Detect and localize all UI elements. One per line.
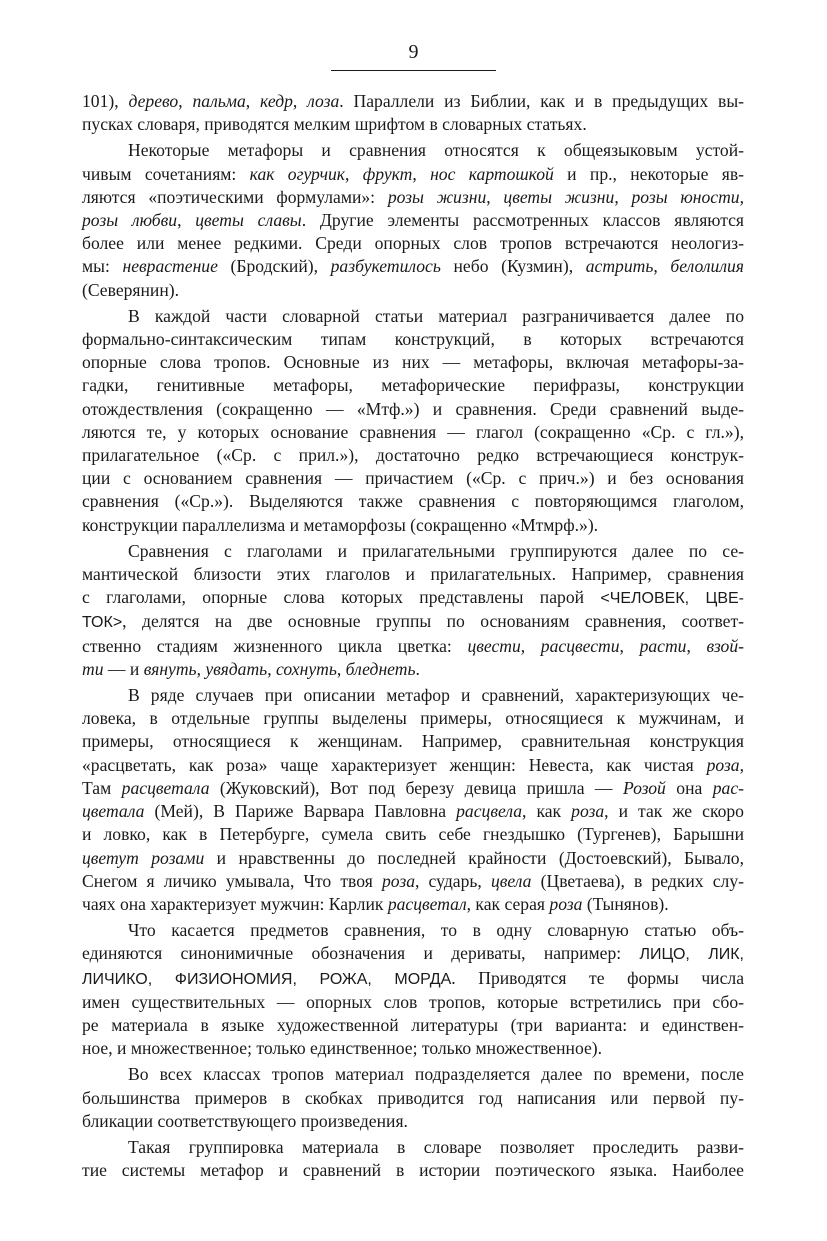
- italic-term: сохнуть: [275, 658, 337, 679]
- text-line: [82, 893, 744, 916]
- text-run: Такая группировка материала в словаре позволяет проследить разви-: [128, 1136, 744, 1157]
- text-line: [82, 1110, 744, 1133]
- text-run: (Мей), В Париже Варвара Павловна: [144, 801, 457, 822]
- italic-term: расцвести: [540, 635, 620, 656]
- text-line: [82, 490, 744, 513]
- text-line: [82, 421, 744, 444]
- text-run: мы:: [82, 256, 123, 277]
- text-run: . Параллели из Библии, как и в предыдущих вы-: [339, 91, 745, 111]
- text-run: Некоторые метафоры и сравнения относятся к общеязыковым устой-: [128, 140, 744, 161]
- text-run: 101),: [82, 91, 129, 111]
- text-run: . Приводятся те формы числа: [451, 967, 744, 988]
- text-line: [82, 800, 744, 823]
- header-rule: [331, 70, 496, 71]
- paragraph-metaphors-idioms: [82, 139, 744, 301]
- text-run: , как: [522, 801, 572, 822]
- text-run: ,: [739, 754, 744, 775]
- text-line: [82, 1063, 744, 1086]
- italic-term: фрукт: [362, 163, 413, 184]
- text-line: [82, 540, 744, 563]
- text-line: [82, 610, 744, 634]
- text-run: ,: [686, 635, 707, 656]
- italic-term: рас-: [712, 777, 744, 798]
- text-line: [82, 90, 744, 113]
- text-run: ,: [178, 91, 193, 111]
- text-run: она: [665, 777, 713, 798]
- text-run: большинства примеров в скобках приводится год написания или первой пу-: [82, 1087, 744, 1108]
- italic-term: взой-: [706, 635, 744, 656]
- text-line: [82, 398, 744, 421]
- italic-term: увядать: [205, 658, 268, 679]
- text-run: Сравнения с глаголами и прилагательными группируются далее по се-: [128, 540, 744, 561]
- text-run: ,: [336, 658, 346, 679]
- text-run: ловека, в отдельные группы выделены примеры, относящиеся к мужчинам, и: [82, 708, 744, 729]
- italic-term: цвела: [490, 870, 532, 891]
- text-run: небо (Кузмин),: [440, 256, 586, 277]
- text-run: прилагательное («Ср. с прил.»), достаточно редко встречающиеся конструк-: [82, 445, 744, 466]
- italic-term: расцветал: [387, 893, 467, 914]
- text-run: единяются синонимичные обозначения и дериваты, например:: [82, 943, 640, 964]
- italic-term: разбукетилось: [330, 256, 441, 277]
- italic-term: цветут розами: [82, 847, 205, 868]
- headword-caps: <ЧЕЛОВЕК, ЦВЕ-: [600, 590, 745, 608]
- text-run: — и: [103, 658, 144, 679]
- text-line: [82, 163, 744, 186]
- text-run: чивым сочетаниям:: [82, 163, 250, 184]
- text-line: [82, 374, 744, 397]
- text-run: (Бродский),: [217, 256, 331, 277]
- italic-term: белолилия: [670, 256, 744, 277]
- italic-term: роза: [706, 754, 740, 775]
- text-run: ,: [267, 658, 276, 679]
- text-run: формально-синтаксическим типам конструкций, в которых встречаются: [82, 329, 744, 350]
- text-run: , как серая: [466, 893, 550, 914]
- text-line: [82, 279, 744, 302]
- text-run: , делятся на две основные группы по основаниям сравнения, соответ-: [122, 611, 744, 632]
- text-line: [82, 635, 744, 658]
- text-run: сравнения («Ср.»). Выделяются также сравнения с повторяющимся глаголом,: [82, 491, 744, 512]
- text-line: [82, 209, 744, 232]
- text-line: [82, 823, 744, 846]
- text-run: ,: [614, 186, 632, 207]
- text-run: .: [415, 658, 420, 679]
- text-run: (Цветаева), в редких слу-: [531, 870, 744, 891]
- page-number: 9: [408, 41, 419, 63]
- text-run: ляются те, у которых основание сравнения — глагол (сокращенно «Ср. с гл.»),: [82, 421, 744, 442]
- italic-term: как огурчик: [249, 163, 346, 184]
- italic-term: бледнеть: [345, 658, 416, 679]
- italic-term: расцветала: [121, 777, 210, 798]
- italic-term: роза: [381, 870, 415, 891]
- text-line: [82, 1136, 744, 1159]
- text-line: [82, 563, 744, 586]
- text-line: [82, 514, 744, 537]
- text-run: ,: [177, 210, 196, 231]
- text-run: ции с основанием сравнения — причастием («Ср. с прич.») и без основания: [82, 468, 744, 489]
- text-line: [82, 707, 744, 730]
- italic-term: расти: [639, 635, 687, 656]
- text-line: [82, 967, 744, 991]
- text-line: [82, 444, 744, 467]
- italic-term: кедр: [260, 91, 293, 111]
- text-run: Во всех классах тропов материал подразделяется далее по времени, после: [128, 1064, 744, 1085]
- italic-term: роза: [549, 893, 583, 914]
- text-line: [82, 586, 744, 610]
- text-run: опорные слова тропов. Основные из них — метафоры, включая метафоры-за-: [82, 352, 744, 373]
- text-line: [82, 847, 744, 870]
- text-run: чаях она характеризует мужчин: Карлик: [82, 893, 388, 914]
- text-run: тие системы метафор и сравнений в истории поэтического языка. Наиболее: [82, 1160, 744, 1181]
- text-line: [82, 328, 744, 351]
- text-run: В ряде случаев при описании метафор и сравнений, характеризующих че-: [128, 685, 744, 706]
- text-run: более или менее редкими. Среди опорных слов тропов встречаются неологиз-: [82, 233, 744, 254]
- italic-term: цветы славы: [195, 210, 302, 231]
- text-run: ,: [345, 163, 363, 184]
- italic-term: лоза: [307, 91, 340, 111]
- text-line: [82, 139, 744, 162]
- text-run: и пр., некоторые яв-: [553, 163, 744, 184]
- text-run: (Тынянов).: [582, 893, 669, 914]
- paragraph-men-women: [82, 684, 744, 916]
- text-run: Снегом я личико умывала, Что твоя: [82, 870, 382, 891]
- italic-term: роза: [571, 801, 605, 822]
- text-run: В каждой части словарной статьи материал разграничивается далее по: [128, 305, 744, 326]
- text-line: [82, 305, 744, 328]
- text-run: пусках словаря, приводятся мелким шрифтом в словарных статьях.: [82, 114, 587, 135]
- paragraph-grouping-purpose: [82, 1136, 744, 1182]
- italic-term: пальма: [192, 91, 246, 111]
- paragraph-chronology: [82, 1063, 744, 1133]
- text-line: [82, 658, 744, 681]
- text-run: и ловко, как в Петербурге, сумела свить себе гнездышко (Тургенев), Барышни: [82, 824, 744, 845]
- italic-term: нос картошкой: [430, 163, 554, 184]
- text-run: ное, и множественное; только единственное; только множественное).: [82, 1038, 603, 1059]
- text-run: (Северянин).: [82, 279, 180, 300]
- text-line: [82, 255, 744, 278]
- text-run: ,: [653, 256, 671, 277]
- italic-term: розы жизни: [387, 186, 487, 207]
- text-line: [82, 113, 744, 136]
- text-run: . Другие элементы рассмотренных классов являются: [301, 210, 745, 231]
- text-line: [82, 467, 744, 490]
- text-run: конструкции параллелизма и метаморфозы (сокращенно «Мтмрф.»).: [82, 514, 599, 535]
- headword-caps: ТОК>: [82, 614, 123, 632]
- italic-term: неврастение: [122, 256, 218, 277]
- text-run: с глаголами, опорные слова которых представлены парой: [82, 587, 601, 608]
- italic-term: вянуть: [143, 658, 197, 679]
- italic-term: цветала: [82, 801, 145, 822]
- text-run: ,: [292, 91, 308, 111]
- text-run: Что касается предметов сравнения, то в одну словарную статью объ-: [128, 920, 744, 941]
- text-line: [82, 186, 744, 209]
- text-run: и нравственны до последней крайности (Достоевский), Бывало,: [204, 847, 744, 868]
- text-run: ,: [739, 186, 744, 207]
- headword-caps: ЛИЦО, ЛИК,: [639, 946, 744, 964]
- body-text: [82, 90, 744, 1182]
- italic-term: цветы жизни: [503, 186, 615, 207]
- text-line: [82, 1159, 744, 1182]
- italic-term: расцвела: [456, 801, 523, 822]
- italic-term: розы юности: [631, 186, 740, 207]
- text-run: бликации соответствующего произведения.: [82, 1110, 408, 1131]
- italic-term: цвести: [467, 635, 521, 656]
- text-line: [82, 684, 744, 707]
- text-run: мантической близости этих глаголов и прилагательных. Например, сравнения: [82, 564, 744, 585]
- text-run: отождествления (сокращенно — «Мтф.») и сравнения. Среди сравнений выде-: [82, 398, 744, 419]
- text-run: , и так же скоро: [604, 801, 744, 822]
- text-run: ственно стадиям жизненного цикла цветка:: [82, 635, 468, 656]
- text-run: , сударь,: [415, 870, 491, 891]
- text-run: ляются «поэтическими формулами»:: [82, 186, 388, 207]
- headword-caps: ЛИЧИКО, ФИЗИОНОМИЯ, РОЖА, МОРДА: [82, 970, 452, 988]
- italic-term: ти: [82, 658, 104, 679]
- text-run: имен существительных — опорных слов тропов, которые встретились при сбо-: [82, 991, 744, 1012]
- text-line: [82, 991, 744, 1014]
- paragraph-construction-types: [82, 305, 744, 537]
- text-run: ,: [486, 186, 504, 207]
- text-line: [82, 919, 744, 942]
- italic-term: розы любви: [82, 210, 178, 231]
- text-line: [82, 1037, 744, 1060]
- text-line: [82, 1014, 744, 1037]
- italic-term: дерево: [128, 91, 179, 111]
- italic-term: Розой: [622, 777, 666, 798]
- text-run: гадки, генитивные метафоры, метафорические перифразы, конструкции: [82, 375, 744, 396]
- paragraph-semantic-grouping: [82, 540, 744, 681]
- text-line: [82, 870, 744, 893]
- text-run: ,: [245, 91, 261, 111]
- text-line: [82, 232, 744, 255]
- paragraph-comparison-objects: [82, 919, 744, 1060]
- text-run: ре материала в языке художественной литературы (три варианта: и единствен-: [82, 1014, 744, 1035]
- text-run: ,: [619, 635, 640, 656]
- paragraph-continuation: [82, 90, 744, 136]
- text-run: Там: [82, 777, 122, 798]
- text-run: ,: [412, 163, 431, 184]
- text-line: [82, 777, 744, 800]
- text-line: [82, 730, 744, 753]
- text-run: ,: [196, 658, 206, 679]
- text-run: «расцветать, как роза» чаще характеризует женщин: Невеста, как чистая: [82, 754, 707, 775]
- text-line: [82, 942, 744, 966]
- text-line: [82, 1087, 744, 1110]
- text-run: ,: [520, 635, 541, 656]
- text-run: примеры, относящиеся к женщинам. Например, сравнительная конструкция: [82, 731, 744, 752]
- italic-term: астрить: [585, 256, 654, 277]
- text-line: [82, 351, 744, 374]
- text-line: [82, 754, 744, 777]
- text-run: (Жуковский), Вот под березу девица пришла —: [209, 777, 623, 798]
